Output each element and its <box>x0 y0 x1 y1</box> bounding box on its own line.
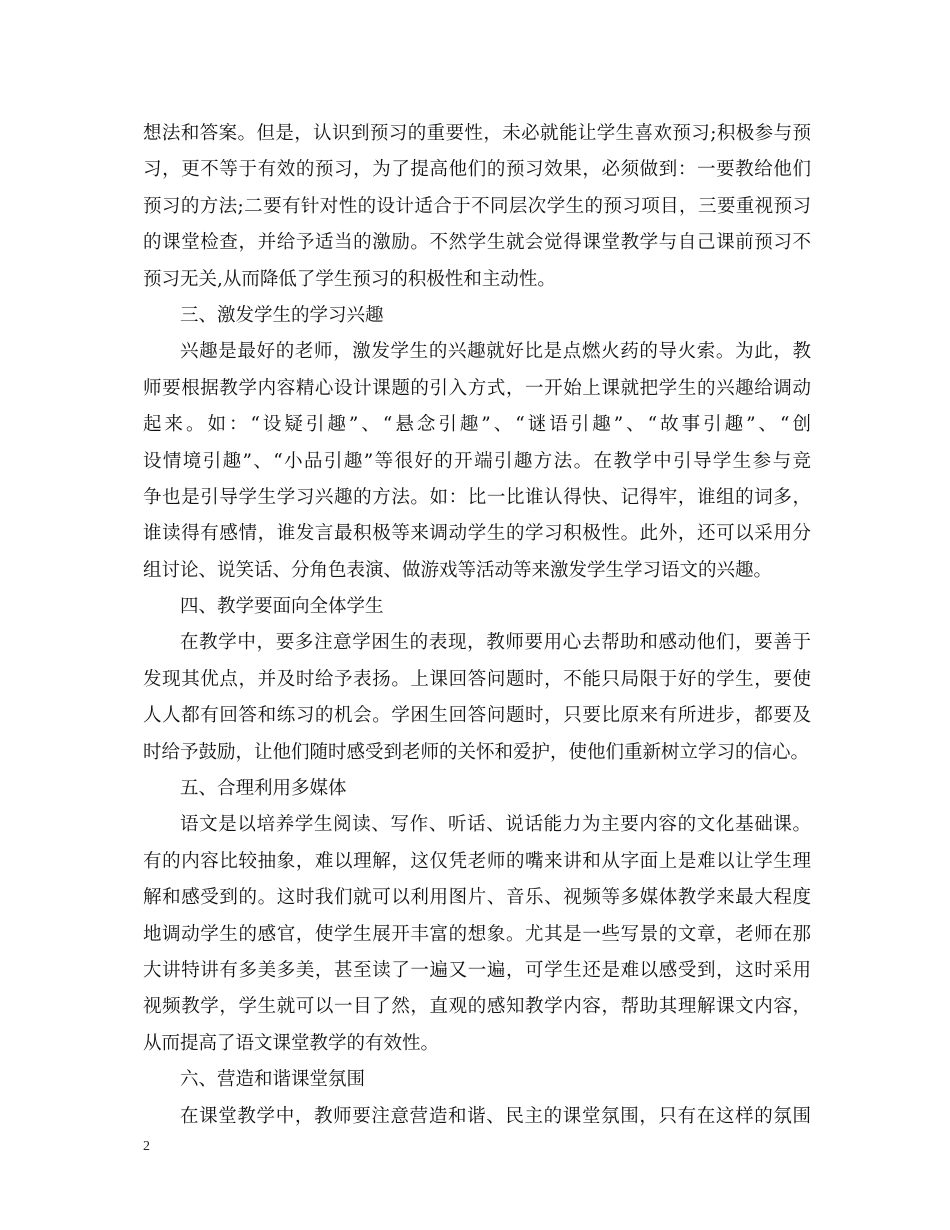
text-line: 时给予鼓励，让他们随时感受到老师的关怀和爱护，使他们重新树立学习的信心。 <box>143 741 810 763</box>
heading-text: 六、营造和谐课堂氛围 <box>180 1069 366 1091</box>
text-line: 谁读得有感情，谁发言最积极等来调动学生的学习积极性。此外，还可以采用分 <box>143 523 811 545</box>
heading-text: 三、激发学生的学习兴趣 <box>180 304 384 326</box>
text-line: 预习的方法;二要有针对性的设计适合于不同层次学生的预习项目，三要重视预习 <box>143 195 811 217</box>
text-line: 视频教学，学生就可以一目了然，直观的感知教学内容，帮助其理解课文内容， <box>143 996 811 1018</box>
text-line: 地调动学生的感官，使学生展开丰富的想象。尤其是一些写景的文章，老师在那 <box>143 923 811 945</box>
text-line: 语文是以培养学生阅读、写作、听话、说话能力为主要内容的文化基础课。 <box>180 814 811 836</box>
paragraph <box>143 116 811 298</box>
page-number: 2 <box>143 1139 150 1154</box>
text-line: 发现其优点，并及时给予表扬。上课回答问题时，不能只局限于好的学生，要使 <box>143 668 811 690</box>
text-line: 预习无关,从而降低了学生预习的积极性和主动性。 <box>143 268 556 290</box>
text-line: 大讲特讲有多美多美，甚至读了一遍又一遍，可学生还是难以感受到，这时采用 <box>143 959 811 981</box>
text-line: 想法和答案。但是，认识到预习的重要性，未必就能让学生喜欢预习;积极参与预 <box>143 123 811 144</box>
text-line: 师要根据教学内容精心设计课题的引入方式，一开始上课就把学生的兴趣给调动 <box>143 377 811 399</box>
text-line: 在课堂教学中，教师要注意营造和谐、民主的课堂氛围，只有在这样的氛围 <box>180 1105 811 1127</box>
text-line: 组讨论、说笑话、分角色表演、做游戏等活动等来激发学生学习语文的兴趣。 <box>143 559 773 581</box>
text-line: 从而提高了语文课堂教学的有效性。 <box>143 1032 440 1054</box>
text-line: 解和感受到的。这时我们就可以利用图片、音乐、视频等多媒体教学来最大程度 <box>143 887 811 909</box>
section-heading <box>143 589 811 625</box>
text-line: 设情境引趣”、“小品引趣”等很好的开端引趣方法。在教学中引导学生参与竞 <box>143 450 811 472</box>
text-line: 有的内容比较抽象，难以理解，这仅凭老师的嘴来讲和从字面上是难以让学生理 <box>143 850 811 872</box>
section-heading <box>143 298 811 334</box>
text-line: 习，更不等于有效的预习，为了提高他们的预习效果，必须做到：一要教给他们 <box>143 159 811 181</box>
section-heading <box>143 771 811 807</box>
paragraph <box>143 1099 811 1135</box>
text-line: 起来。如：“设疑引趣”、“悬念引趣”、“谜语引趣”、“故事引趣”、“创 <box>143 414 811 436</box>
text-line: 的课堂检查，并给予适当的激励。不然学生就会觉得课堂教学与自己课前预习不 <box>143 232 811 254</box>
text-line: 人人都有回答和练习的机会。学困生回答问题时，只要比原来有所进步，都要及 <box>143 705 811 727</box>
paragraph <box>143 807 811 1062</box>
paragraph <box>143 334 811 589</box>
heading-text: 四、教学要面向全体学生 <box>180 596 384 618</box>
paragraph <box>143 625 811 771</box>
heading-text: 五、合理利用多媒体 <box>180 778 347 800</box>
text-line: 争也是引导学生学习兴趣的方法。如：比一比谁认得快、记得牢，谁组的词多， <box>143 486 811 508</box>
section-heading <box>143 1062 811 1098</box>
text-line: 在教学中，要多注意学困生的表现，教师要用心去帮助和感动他们，要善于 <box>180 632 811 654</box>
document-body <box>143 116 811 1135</box>
text-line: 兴趣是最好的老师，激发学生的兴趣就好比是点燃火药的导火索。为此，教 <box>180 341 811 363</box>
